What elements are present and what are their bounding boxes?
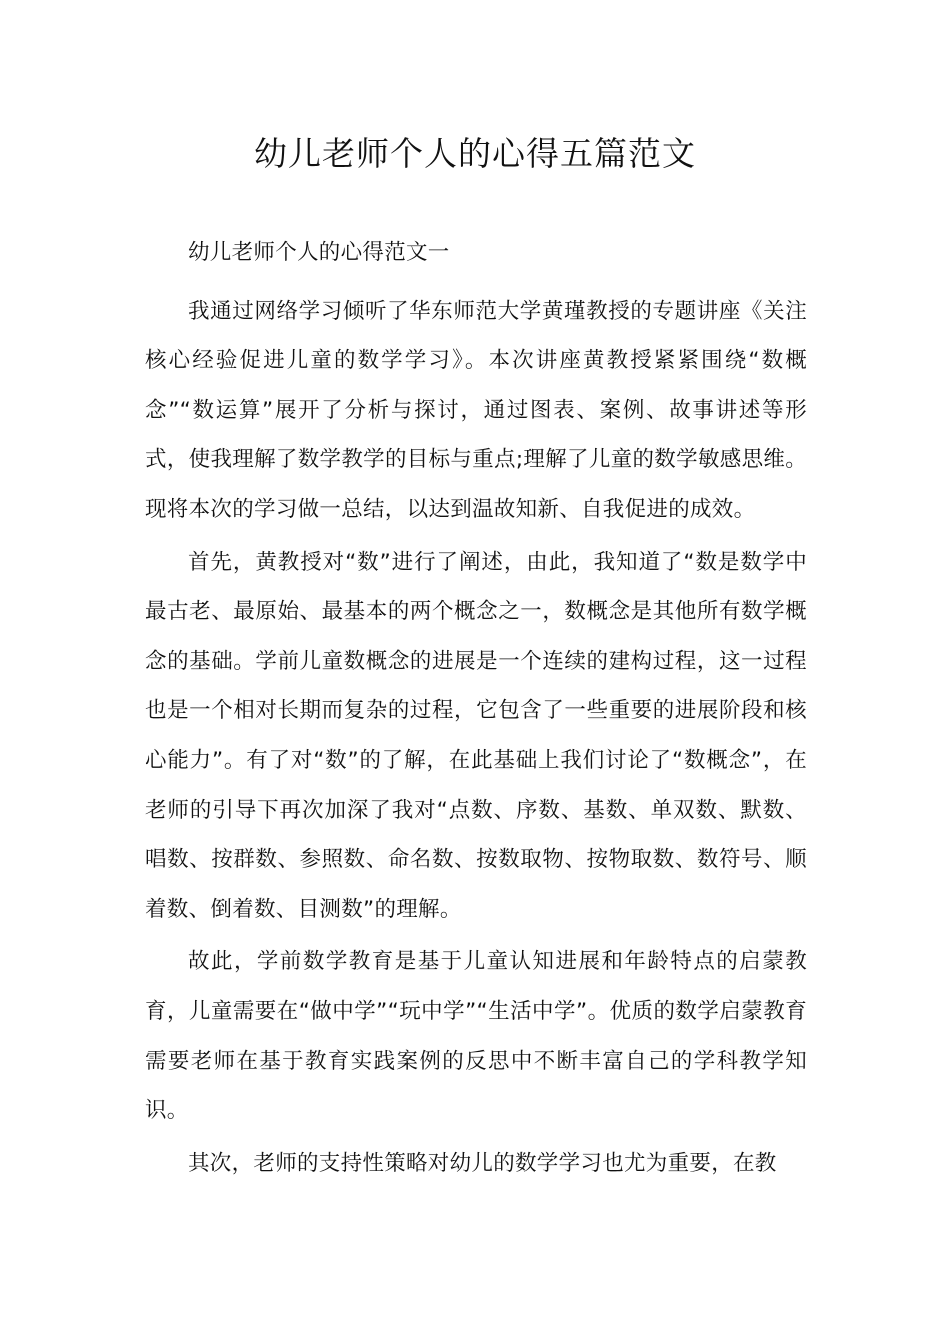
document-title: 幼儿老师个人的心得五篇范文	[254, 134, 696, 173]
paragraph-1: 我通过网络学习倾听了华东师范大学黄瑾教授的专题讲座《关注核心经验促进儿童的数学学习》。本次讲座黄教授紧紧围绕“数概念”“数运算”展开了分析与探讨，通过图表、案例、故事讲述等形式，使我理解了数学教学的目标与重点;理解了儿童的数学敏感思维。现将本次的学习做一总结，以达到温故知新、自我促进的成效。	[145, 298, 807, 522]
paragraph-4: 其次，老师的支持性策略对幼儿的数学学习也尤为重要，在教	[188, 1150, 777, 1176]
document-body	[145, 228, 807, 1191]
section-heading: 幼儿老师个人的心得范文一	[188, 240, 450, 265]
paragraph-2: 首先，黄教授对“数”进行了阐述，由此，我知道了“数是数学中最古老、最原始、最基本的两个概念之一，数概念是其他所有数学概念的基础。学前儿童数概念的进展是一个连续的建构过程，这一过程也是一个相对长期而复杂的过程，它包含了一些重要的进展阶段和核心能力”。有了对“数”的了解，在此基础上我们讨论了“数概念”，在老师的引导下再次加深了我对“点数、序数、基数、单双数、默数、唱数、按群数、参照数、命名数、按数取物、按物取数、数符号、顺着数、倒着数、目测数”的理解。	[145, 549, 807, 922]
paragraph-3: 故此，学前数学教育是基于儿童认知进展和年龄特点的启蒙教育，儿童需要在“做中学”“玩中学”“生活中学”。优质的数学启蒙教育需要老师在基于教育实践案例的反思中不断丰富自己的学科教学知识。	[145, 949, 807, 1124]
